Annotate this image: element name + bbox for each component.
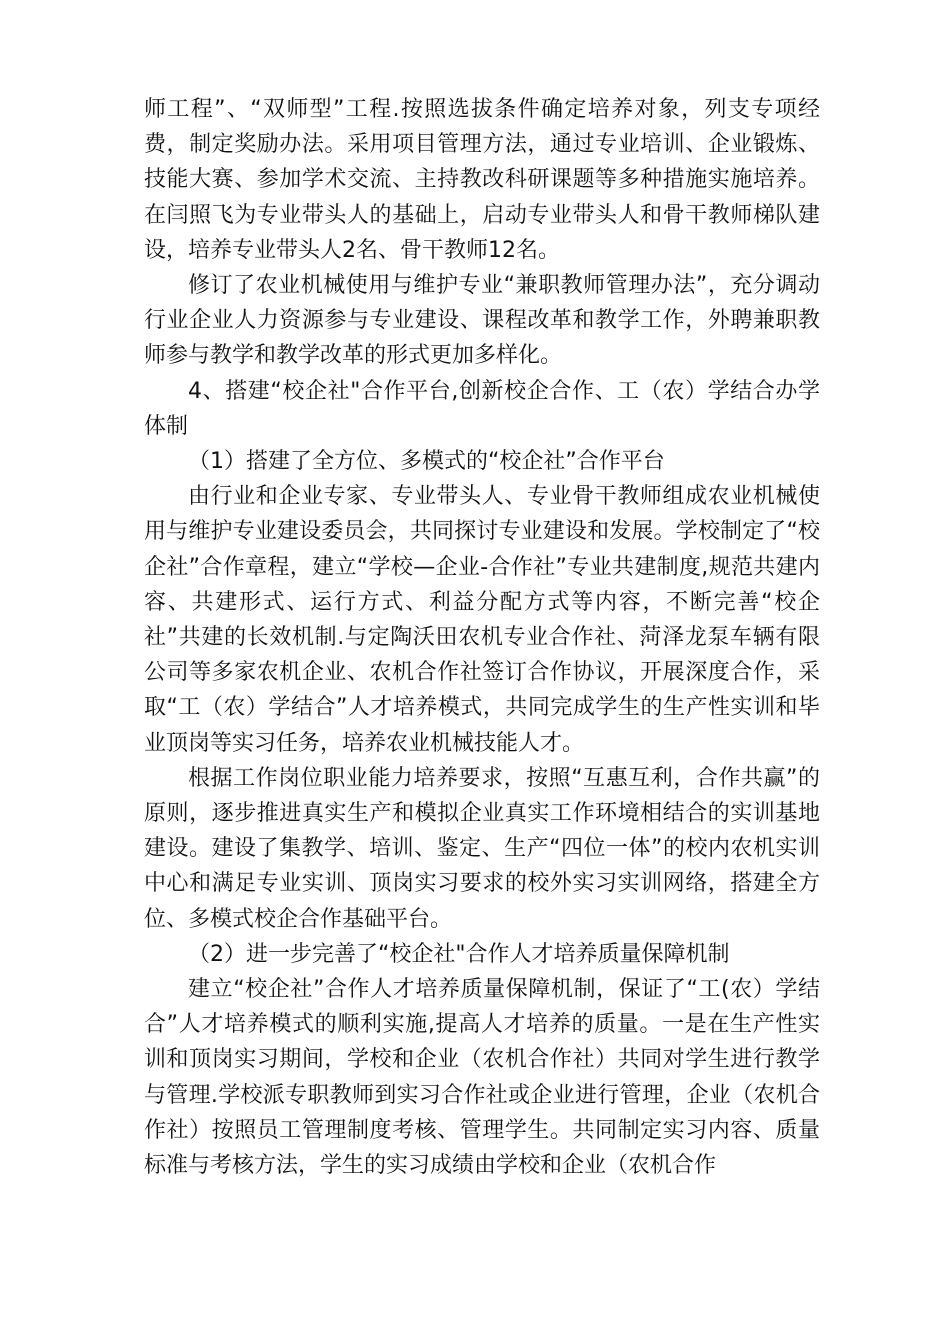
paragraph-committee: 由行业和企业专家、专业带头人、专业骨干教师组成农业机械使用与维护专业建设委员会，共同探讨专业建设和发展。学校制定了“校企社”合作章程，建立“学校—企业-合作社”专业共建制度,规范共建内容、共建形式、运行方式、利益分配方式等内容，不断完善“校企社”共建的长效机制.与定陶沃田农机专业合作社、菏泽龙泵车辆有限公司等多家农机企业、农机合作社签订合作协议，开展深度合作，采取“工（农）学结合”人才培养模式，共同完成学生的生产性实训和毕业顶岗等实习任务，培养农业机械技能人才。 (144, 484, 820, 756)
section-heading-4: 4、搭建“校企社"合作平台,创新校企合作、工（农）学结合办学体制 (144, 378, 820, 439)
subheading-2: （2）进一步完善了“校企社"合作人才培养质量保障机制 (188, 941, 730, 967)
paragraph-training-base: 根据工作岗位职业能力培养要求，按照“互惠互利，合作共赢”的原则，逐步推进真实生产和模拟企业真实工作环境相结合的实训基地建设。建设了集教学、培训、鉴定、生产“四位一体”的校内农机实训中心和满足专业实训、顶岗实习要求的校外实习实训网络，搭建全方位、多模式校企合作基础平台。 (144, 765, 820, 932)
paragraph-continuation: 师工程”、“双师型”工程.按照选拔条件确定培养对象，列支专项经费，制定奖励办法。采用项目管理方法，通过专业培训、企业锻炼、技能大赛、参加学术交流、主持教改科研课题等多种措施实施培养。在闫照飞为专业带头人的基础上，启动专业带头人和骨干教师梯队建设，培养专业带头人2名、骨干教师12名。 (144, 97, 820, 263)
paragraph-quality-mechanism: 建立“校企社”合作人才培养质量保障机制，保证了“工(农）学结合”人才培养模式的顺利实施,提高人才培养的质量。一是在生产性实训和顶岗实习期间，学校和企业（农机合作社）共同对学生进行教学与管理.学校派专职教师到实习合作社或企业进行管理，企业（农机合作社）按照员工管理制度考核、管理学生。共同制定实习内容、质量标准与考核方法，学生的实习成绩由学校和企业（农机合作 (144, 977, 820, 1179)
paragraph-part-time-teachers: 修订了农业机械使用与维护专业“兼职教师管理办法”，充分调动行业企业人力资源参与专业建设、课程改革和教学工作，外聘兼职教师参与教学和教学改革的形式更加多样化。 (144, 273, 820, 369)
document-body (144, 92, 820, 1183)
subheading-1: （1）搭建了全方位、多模式的“校企社”合作平台 (188, 449, 665, 475)
